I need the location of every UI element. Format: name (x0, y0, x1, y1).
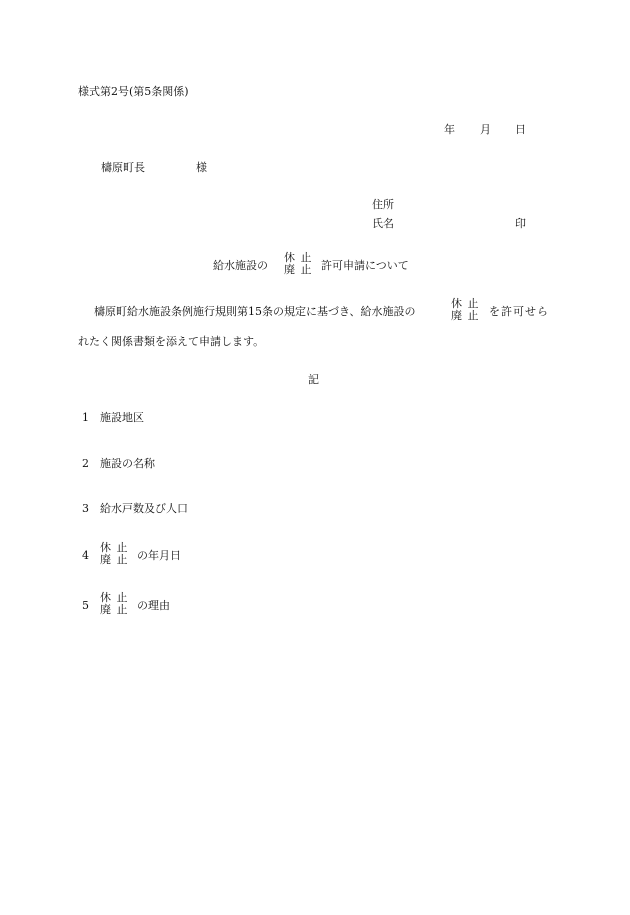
item-5-text: の理由 (137, 599, 170, 612)
body-line-2: れたく関係書類を添えて申請します。 (78, 335, 265, 348)
item-1-text: 施設地区 (100, 411, 144, 424)
item-4-number: 4 (82, 549, 89, 562)
form-number: 様式第2号(第5条関係) (78, 85, 189, 98)
item-5-number: 5 (82, 599, 89, 612)
date-month-label: 月 (480, 123, 491, 136)
item-3-text: 給水戸数及び人口 (100, 502, 188, 515)
date-day-label: 日 (515, 123, 526, 136)
title-suffix: 許可申請について (321, 259, 409, 272)
item-2-number: 2 (82, 457, 89, 470)
addressee-honorific: 様 (196, 161, 207, 174)
item-4-option-stack (100, 542, 129, 567)
seal-mark: 印 (515, 217, 526, 230)
name-label: 氏名 (372, 217, 394, 230)
date-year-label: 年 (444, 123, 455, 136)
item-4-option-abolish: 廃 止 (100, 553, 129, 567)
title-prefix: 給水施設の (213, 259, 268, 272)
item-2-text: 施設の名称 (100, 457, 155, 470)
address-label: 住所 (372, 198, 394, 211)
body-line-1-end: を許可せら (489, 305, 549, 318)
body-line-1: 檮原町給水施設条例施行規則第15条の規定に基づき、給水施設の (94, 305, 416, 318)
item-3-number: 3 (82, 502, 89, 515)
addressee-name: 檮原町長 (101, 161, 145, 174)
item-4-option-suspend: 休 止 (100, 541, 129, 554)
title-option-abolish: 廃 止 (284, 263, 313, 277)
item-1-number: 1 (82, 411, 89, 424)
item-5-option-suspend: 休 止 (100, 591, 129, 604)
body-option-suspend: 休 止 (451, 297, 480, 310)
item-4-text: の年月日 (137, 549, 181, 562)
body-option-stack (451, 298, 480, 323)
title-option-stack (284, 252, 313, 277)
title-option-suspend: 休 止 (284, 251, 313, 264)
item-5-option-abolish: 廃 止 (100, 603, 129, 617)
item-5-option-stack (100, 592, 129, 617)
body-option-abolish: 廃 止 (451, 309, 480, 323)
ki-heading: 記 (308, 373, 319, 386)
